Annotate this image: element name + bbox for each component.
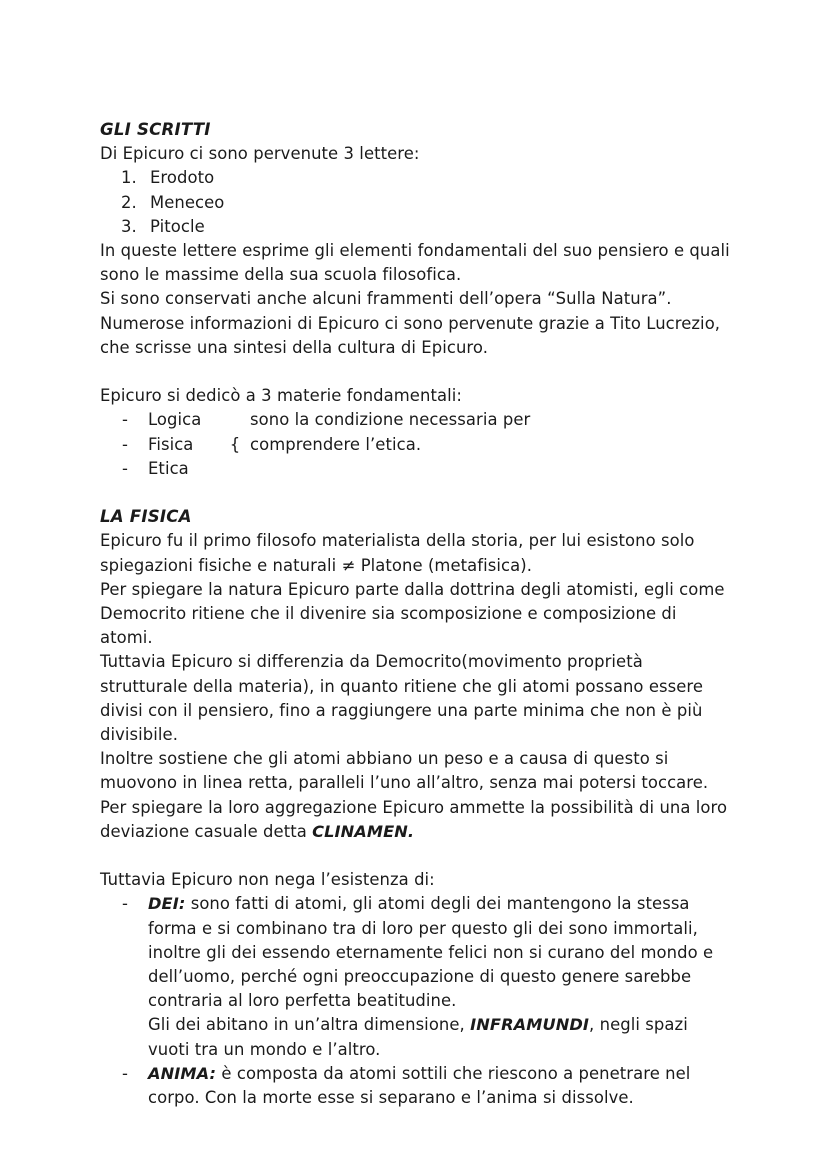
list-item (100, 408, 732, 432)
esistenza-intro: Tuttavia Epicuro non nega l’esistenza di: (100, 870, 435, 890)
la-fisica-paragraph-4: Inoltre sostiene che gli atomi abbiano un peso e a causa di questo si muovono in linea retta, paralleli l’uno all’altro, senza mai potersi toccare. (100, 749, 709, 793)
esistenza-term: ANIMA: (148, 1063, 217, 1083)
list-marker: - (122, 410, 128, 430)
list-item (100, 166, 732, 190)
esistenza-term: DEI: (148, 894, 186, 914)
brace-glyph: { (229, 434, 241, 454)
materie-row (148, 433, 732, 457)
list-marker: - (122, 434, 128, 454)
list-item-label: Meneceo (150, 192, 225, 212)
esistenza-list (100, 892, 732, 1110)
document-body (100, 118, 732, 1110)
letters-list (100, 166, 732, 239)
materie-description: comprendere l’etica. (250, 434, 422, 454)
materie-list (100, 408, 732, 481)
gli-scritti-paragraph-3: Numerose informazioni di Epicuro ci sono pervenute grazie a Tito Lucrezio, che scrisse una sintesi della cultura di Epicuro. (100, 313, 721, 357)
section-heading-la-fisica: LA FISICA (100, 507, 192, 527)
list-marker: 1. (121, 168, 137, 188)
paragraph-spacer (100, 360, 732, 384)
list-item-label: Erodoto (150, 168, 215, 188)
inframundi-text-after: , negli spazi vuoti tra un mondo e l’altro. (148, 1015, 688, 1059)
la-fisica-paragraph-1: Epicuro fu il primo filosofo materialista della storia, per lui esistono solo spiegazioni fisiche e naturali ≠ Platone (metafisica). (100, 531, 695, 575)
clinamen-emphasis: CLINAMEN. (312, 821, 415, 841)
esistenza-text-1: è composta da atomi sottili che riescono a penetrare nel corpo. Con la morte esse si separano e l’anima si dissolve. (148, 1063, 691, 1108)
list-item-label: Pitocle (150, 216, 205, 236)
list-marker: - (122, 1063, 128, 1083)
esistenza-subparagraph (148, 1013, 732, 1061)
gli-scritti-paragraph-2: Si sono conservati anche alcuni frammenti dell’opera “Sulla Natura”. (100, 289, 672, 309)
list-marker: 3. (121, 216, 137, 236)
list-marker: - (122, 894, 128, 914)
list-item (100, 892, 732, 1061)
clinamen-text-before: Per spiegare la loro aggregazione Epicuro ammette la possibilità di una loro deviazione casuale detta (100, 797, 728, 841)
la-fisica-paragraph-5 (100, 796, 732, 844)
gli-scritti-paragraph-1: In queste lettere esprime gli elementi fondamentali del suo pensiero e quali sono le massime della sua scuola filosofica. (100, 241, 730, 285)
materie-description: sono la condizione necessaria per (250, 410, 531, 430)
list-item (100, 191, 732, 215)
list-item (100, 1062, 732, 1110)
list-item (100, 215, 732, 239)
gli-scritti-intro: Di Epicuro ci sono pervenute 3 lettere: (100, 144, 420, 164)
inframundi-emphasis: INFRAMUNDI (470, 1015, 590, 1035)
materie-term: Logica (148, 410, 202, 430)
esistenza-text-1: sono fatti di atomi, gli atomi degli dei mantengono la stessa forma e si combinano tra di loro per questo gli dei sono immortali, inoltre gli dei essendo eternamente felici non si curano del mondo e dell’uomo, perché ogni preoccupazione di questo genere sarebbe contraria al loro perfetta beatitudine. (148, 894, 714, 1011)
list-marker: 2. (121, 192, 137, 212)
materie-row (148, 408, 732, 432)
materie-term: Etica (148, 458, 189, 478)
materie-intro: Epicuro si dedicò a 3 materie fondamentali: (100, 386, 462, 406)
section-heading-gli-scritti: GLI SCRITTI (100, 120, 211, 139)
materie-row (148, 457, 732, 481)
list-item (100, 433, 732, 457)
inframundi-text-before: Gli dei abitano in un’altra dimensione, (148, 1015, 471, 1035)
list-marker: - (122, 458, 128, 478)
la-fisica-paragraph-2: Per spiegare la natura Epicuro parte dalla dottrina degli atomisti, egli come Democrito ritiene che il divenire sia scomposizione e composizione di atomi. (100, 579, 725, 648)
paragraph-spacer (100, 844, 732, 868)
paragraph-spacer (100, 481, 732, 505)
list-item (100, 457, 732, 481)
materie-term: Fisica (148, 434, 194, 454)
la-fisica-paragraph-3: Tuttavia Epicuro si differenzia da Democrito(movimento proprietà strutturale della materia), in quanto ritiene che gli atomi possano essere divisi con il pensiero, fino a raggiungere una parte minima che non è più divisibile. (100, 652, 704, 745)
